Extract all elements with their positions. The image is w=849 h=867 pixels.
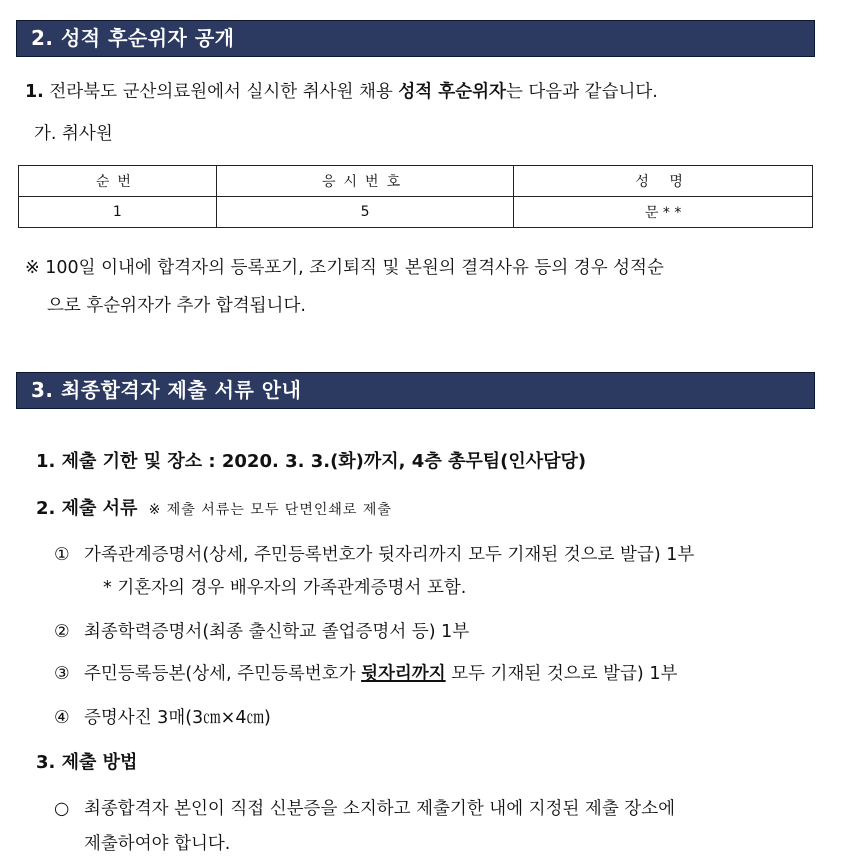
col-header-applicant-no: 응시번호 — [216, 166, 514, 197]
col-header-name: 성 명 — [514, 166, 813, 197]
method-bullet: ○ — [54, 799, 70, 819]
method-title: 3. 제출 방법 — [36, 752, 138, 773]
backup-candidate-table — [18, 165, 813, 228]
intro-text-a: 전라북도 군산의료원에서 실시한 취사원 채용 — [43, 82, 399, 102]
intro-bold-text: 성적 후순위자 — [398, 82, 506, 102]
method-line-1 — [54, 795, 675, 820]
documents-title: 2. 제출 서류 — [36, 498, 138, 519]
table-row — [19, 197, 813, 228]
doc-3-text-a: 주민등록등본(상세, 주민등록번호가 — [84, 664, 362, 684]
col-header-number: 순번 — [19, 166, 217, 197]
doc-item-4 — [54, 704, 271, 729]
section-3-header: 3. 최종합격자 제출 서류 안내 — [16, 372, 815, 409]
section-2-intro — [25, 78, 658, 103]
doc-3-marker: ③ — [54, 664, 70, 684]
cell-applicant-no: 5 — [216, 197, 514, 228]
doc-2-text: 최종학력증명서(최종 출신학교 졸업증명서 등) 1부 — [84, 622, 470, 642]
section-2-header: 2. 성적 후순위자 공개 — [16, 20, 815, 57]
doc-item-2 — [54, 618, 469, 643]
intro-text-b: 는 다음과 같습니다. — [505, 82, 658, 102]
doc-4-text: 증명사진 3매(3㎝×4㎝) — [84, 708, 271, 728]
note-line-2: 으로 후순위자가 추가 합격됩니다. — [47, 296, 306, 316]
doc-1-marker: ① — [54, 545, 70, 565]
method-text-1: 최종합격자 본인이 직접 신분증을 소지하고 제출기한 내에 지정된 제출 장소에 — [84, 799, 676, 819]
intro-number: 1. — [25, 82, 44, 102]
deadline-item: 1. 제출 기한 및 장소 : 2020. 3. 3.(화)까지, 4층 총무팀(인사담당) — [36, 451, 587, 472]
doc-2-marker: ② — [54, 622, 70, 642]
documents-note: ※ 제출 서류는 모두 단면인쇄로 제출 — [148, 502, 392, 518]
doc-4-marker: ④ — [54, 708, 70, 728]
doc-item-3 — [54, 660, 677, 685]
doc-3-text-b: 모두 기재된 것으로 발급) 1부 — [445, 664, 678, 684]
table-header-row — [19, 166, 813, 197]
doc-3-underlined: 뒷자리까지 — [361, 664, 446, 684]
doc-1-text: 가족관계증명서(상세, 주민등록번호가 뒷자리까지 모두 기재된 것으로 발급) 1부 — [84, 545, 695, 565]
doc-item-1 — [54, 541, 694, 566]
doc-1-subnote: * 기혼자의 경우 배우자의 가족관계증명서 포함. — [103, 578, 467, 598]
note-line-1: ※ 100일 이내에 합격자의 등록포기, 조기퇴직 및 본원의 결격사유 등의 경우 성적순 — [25, 258, 664, 278]
subhead-cook: 가. 취사원 — [34, 124, 113, 144]
cell-name: 문 * * — [514, 197, 813, 228]
cell-number: 1 — [19, 197, 217, 228]
documents-item — [36, 494, 392, 520]
method-line-2: 제출하여야 합니다. — [84, 834, 231, 854]
